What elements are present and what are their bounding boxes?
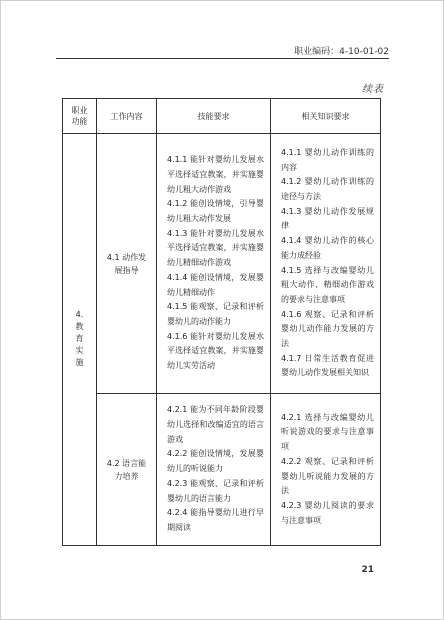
list-item: 4.1.2 能创设情境，引导婴幼儿粗大动作发展 — [167, 199, 264, 224]
header-content: 工作内容 — [97, 99, 157, 134]
list-item: 4.1.7 日常生活教育促进婴幼儿动作发展相关知识 — [281, 353, 374, 378]
list-item: 4.1.6 观察、记录和评析婴幼儿动作能力发展的方法 — [281, 309, 374, 349]
content-cell — [97, 134, 157, 394]
skills-cell — [157, 134, 271, 394]
content-label: 4.1 动作发展指导 — [106, 252, 147, 275]
header-knowledge: 相关知识要求 — [271, 99, 381, 134]
list-item: 4.1.5 能观察、记录和评析婴幼儿的动作能力 — [167, 302, 264, 326]
list-item: 4.1.4 婴幼儿动作的核心能力成经验 — [281, 236, 374, 260]
list-item: 4.2.4 能指导婴幼儿进行早期阅读 — [167, 508, 264, 532]
list-item: 4.1.5 选择与改编婴幼儿粗大动作、精细动作游戏的要求与注意事项 — [281, 265, 374, 304]
list-item: 4.1.1 能针对婴幼儿发展水平选择适宜教案，并实施婴幼儿粗大动作游戏 — [167, 155, 264, 194]
list-item: 4.2.3 婴幼儿阅读的要求与注意事项 — [281, 500, 374, 525]
skills-table — [62, 98, 381, 546]
header-skills: 技能要求 — [157, 99, 271, 134]
list-item: 4.1.6 能针对婴幼儿发展水平选择适宜教案，并实施婴幼儿实劳活动 — [167, 331, 264, 371]
occupation-code: 职业编码：4-10-01-02 — [294, 47, 389, 57]
content-cell — [97, 394, 157, 546]
table-row — [63, 394, 381, 546]
list-item: 4.2.1 选择与改编婴幼儿听说游戏的要求与注意事项 — [281, 412, 374, 452]
content-label: 4.2 语言能力培养 — [106, 458, 147, 481]
knowledge-cell — [271, 134, 381, 394]
list-item: 4.2.2 观察、记录和评析婴幼儿听说能力发展的方法 — [281, 456, 374, 496]
list-item: 4.1.4 能创设情境，发展婴幼儿精细动作 — [167, 272, 264, 297]
function-label: 4.教育实施 — [75, 309, 84, 367]
list-item: 4.1.2 婴幼儿动作训练的途径与方法 — [281, 177, 374, 201]
skills-cell — [157, 394, 271, 546]
knowledge-cell — [271, 394, 381, 546]
list-item: 4.2.2 能创设情境，发展婴幼儿的听说能力 — [167, 449, 264, 474]
list-item: 4.2.1 能为不同年龄阶段婴幼儿选择和改编适宜的语言游戏 — [167, 405, 264, 444]
table-row — [63, 134, 381, 394]
list-item: 4.1.3 婴幼儿动作发展规律 — [281, 206, 374, 231]
function-cell — [63, 134, 97, 546]
list-item: 4.1.3 能针对婴幼儿发展水平选择适宜教案，并实施婴幼儿精细动作游戏 — [167, 228, 264, 268]
table-header-row — [63, 99, 381, 134]
header-rule — [56, 58, 389, 59]
continued-label: 续表 — [362, 84, 384, 95]
list-item: 4.1.1 婴幼儿动作训练的内容 — [281, 147, 374, 172]
list-item: 4.2.3 能观察、记录和评析婴幼儿的语言能力 — [167, 478, 264, 503]
header-function: 职业功能 — [63, 99, 97, 134]
page-number: 21 — [361, 565, 374, 575]
